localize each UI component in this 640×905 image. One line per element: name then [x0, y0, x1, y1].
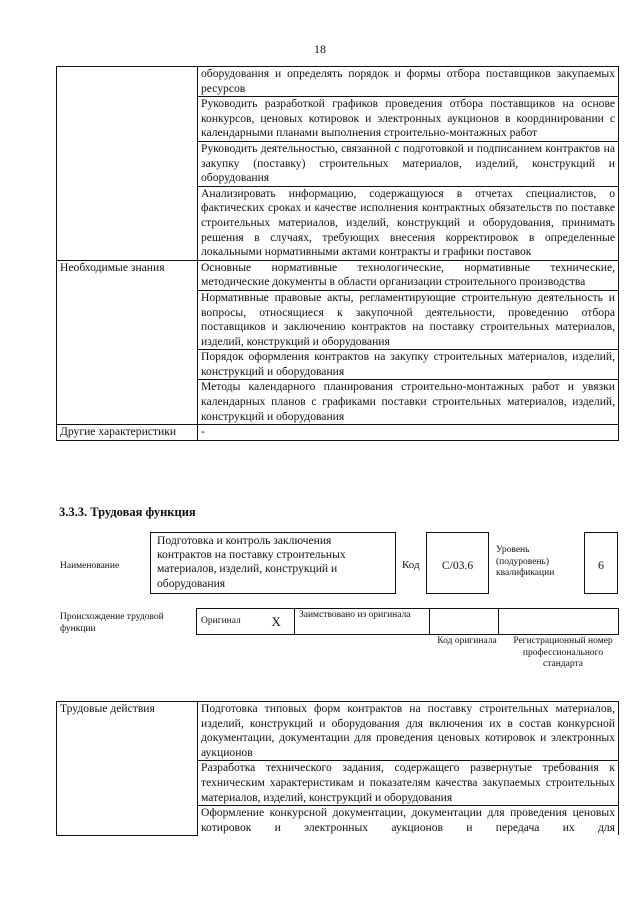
origin-code-caption: Код оригинала	[437, 636, 497, 646]
name-label: Наименование	[60, 561, 120, 571]
row-text: Анализировать информацию, содержащуюся в отчетах специалистов, о фактических сроках и качестве исполнения контрактных обязательств по поставке строительных материалов, изделий, конструкций и оборудования, принимать решения в случаях, требующих внесения корректировок в определенные локальными нормативными актами контракты и графики поставок	[198, 186, 619, 260]
row-text: оборудования и определять порядок и формы отбора поставщиков закупаемых ресурсов	[198, 67, 619, 97]
reg-number-cell	[499, 609, 619, 635]
function-name-value: Подготовка и контроль заключения контрактов на поставку строительных материалов, изделий, конструкций и оборудования	[150, 532, 396, 594]
row-text: Основные нормативные технологические, нормативные технические, методические документы в области организации строительного производства	[198, 260, 619, 290]
skills-knowledge-table	[56, 66, 619, 441]
table-row	[57, 67, 619, 97]
section-heading: 3.3.3. Трудовая функция	[59, 505, 196, 519]
origin-table	[196, 608, 619, 635]
qualification-level-value: 6	[584, 532, 618, 594]
table-row	[57, 425, 619, 441]
table-row	[57, 260, 619, 290]
row-text: Методы календарного планирования строительно-монтажных работ и увязки календарных планов с графиками поставки строительных материалов, изделий, конструкций и оборудования	[198, 380, 619, 425]
row-text: Порядок оформления контрактов на закупку строительных материалов, изделий, конструкций и оборудования	[198, 350, 619, 380]
reg-number-caption: Регистрационный номер профессионального стандарта	[513, 636, 613, 669]
origin-label: Происхождение трудовой функции	[60, 612, 164, 634]
qualification-level-label: Уровень (подуровень) квалификации	[496, 545, 555, 578]
row-text: Нормативные правовые акты, регламентирующие строительную деятельность и вопросы, относящиеся к закупочной деятельности, проведению отбора поставщиков и заключению контрактов на поставку строительных материалов, изделий, конструкций и оборудования	[198, 290, 619, 349]
labor-actions-table	[56, 701, 619, 836]
row-text: Подготовка типовых форм контрактов на поставку строительных материалов, изделий, конструкций и оборудования для включения их в состав конкурсной документации, документации для проведения ценовых котировок и электронных аукционов	[198, 702, 619, 761]
origin-code-cell	[430, 609, 499, 635]
row-text: Руководить разработкой графиков проведения отбора поставщиков на основе конкурсов, ценовых котировок и электронных аукционов в координировании с календарными планами выполнения строительно-монтажных работ	[198, 97, 619, 142]
row-label	[57, 67, 198, 261]
table-row	[57, 702, 619, 761]
original-mark: X	[259, 609, 295, 635]
row-label-labor-actions: Трудовые действия	[57, 702, 198, 836]
borrowed-label: Заимствовано из оригинала	[295, 609, 430, 635]
row-text: Оформление конкурсной документации, документации для проведения ценовых котировок и электронных аукционов и передача их для	[198, 806, 619, 836]
function-code-value: C/03.6	[426, 532, 489, 594]
page-number: 18	[314, 42, 326, 56]
row-text: Руководить деятельностью, связанной с подготовкой и подписанием контрактов на закупку (поставку) строительных материалов, изделий, конструкций и оборудования	[198, 141, 619, 186]
table-row	[197, 609, 619, 635]
row-label-other-characteristics: Другие характеристики	[57, 425, 198, 441]
original-label: Оригинал	[197, 609, 259, 635]
code-label: Код	[402, 559, 420, 571]
row-text: Разработка технического задания, содержащего развернутые требования к техническим характеристикам и показателям качества закупаемых строительных материалов, изделий, конструкций и оборудования	[198, 761, 619, 806]
row-label-required-knowledge: Необходимые знания	[57, 260, 198, 425]
row-text: -	[198, 425, 619, 441]
